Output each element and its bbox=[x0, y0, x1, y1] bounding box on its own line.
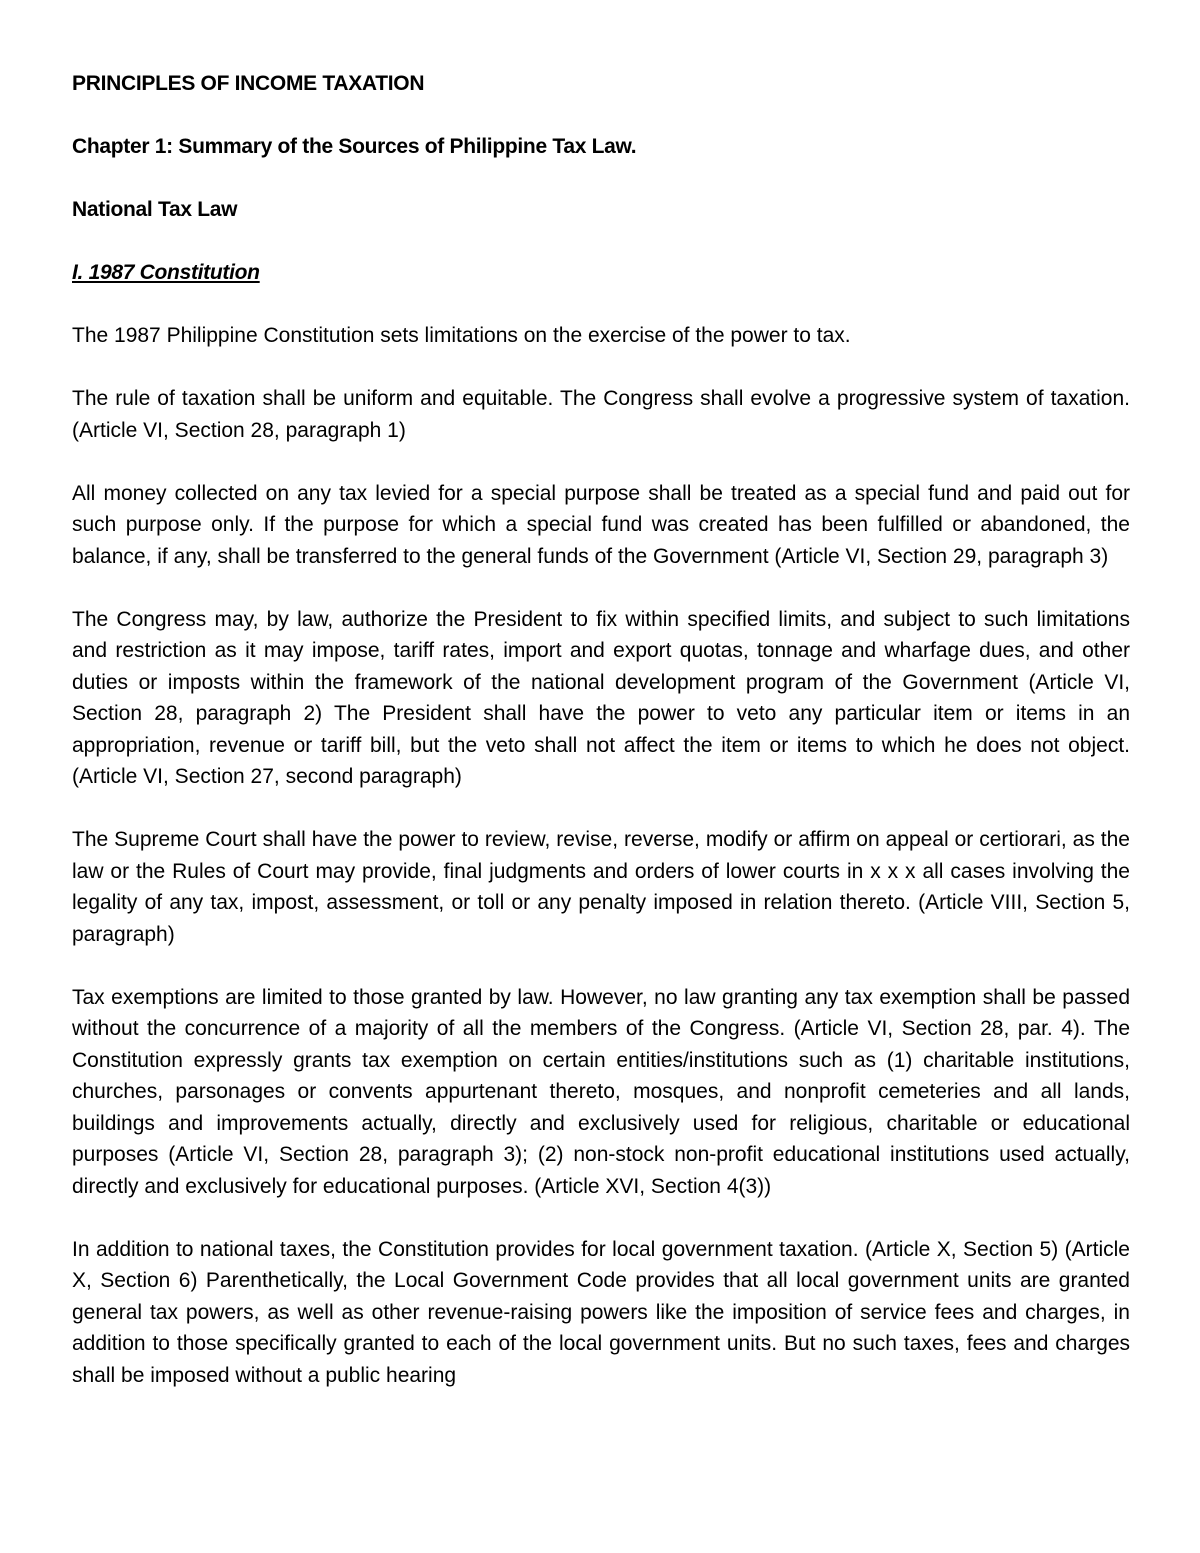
paragraph-6: Tax exemptions are limited to those granted by law. However, no law granting any tax exemption shall be passed without the concurrence of a majority of all the members of the Congress. (Article VI, Section 28, par. 4). The Constitution expressly grants tax exemption on certain entities/institutions such as (1) charitable institutions, churches, parsonages or convents appurtenant thereto, mosques, and nonprofit cemeteries and all lands, buildings and improvements actually, directly and exclusively used for religious, charitable or educational purposes (Article VI, Section 28, paragraph 3); (2) non-stock non-profit educational institutions used actually, directly and exclusively for educational purposes. (Article XVI, Section 4(3)) bbox=[72, 985, 1130, 1198]
chapter-title: Chapter 1: Summary of the Sources of Philippine Tax Law. bbox=[72, 135, 637, 158]
paragraph-3: All money collected on any tax levied for a special purpose shall be treated as a special fund and paid out for such purpose only. If the purpose for which a special fund was created has been fulfilled or abandoned, the balance, if any, shall be transferred to the general funds of the Government (Article VI, Section 29, paragraph 3) bbox=[72, 481, 1130, 568]
paragraph-7: In addition to national taxes, the Constitution provides for local government taxation. (Article X, Section 5) (Article X, Section 6) Parenthetically, the Local Government Code provides that all local government units are granted general tax powers, as well as other revenue-raising powers like the imposition of service fees and charges, in addition to those specifically granted to each of the local government units. But no such taxes, fees and charges shall be imposed without a public hearing bbox=[72, 1237, 1130, 1387]
subtitle: National Tax Law bbox=[72, 198, 238, 221]
paragraph-1: The 1987 Philippine Constitution sets limitations on the exercise of the power to tax. bbox=[72, 324, 851, 347]
paragraph-4: The Congress may, by law, authorize the President to fix within specified limits, and subject to such limitations and restriction as it may impose, tariff rates, import and export quotas, tonnage and wharfage dues, and other duties or imposts within the framework of the national development program of the Government (Article VI, Section 28, paragraph 2) The President shall have the power to veto any particular item or items in an appropriation, revenue or tariff bill, but the veto shall not affect the item or items to which he does not object. (Article VI, Section 27, second paragraph) bbox=[72, 607, 1130, 788]
paragraph-5: The Supreme Court shall have the power to review, revise, reverse, modify or affirm on appeal or certiorari, as the law or the Rules of Court may provide, final judgments and orders of lower courts in x x x all cases involving the legality of any tax, impost, assessment, or toll or any penalty imposed in relation thereto. (Article VIII, Section 5, paragraph) bbox=[72, 828, 1130, 946]
document-title: PRINCIPLES OF INCOME TAXATION bbox=[72, 72, 425, 95]
document-page bbox=[72, 68, 1130, 1423]
section-title: I. 1987 Constitution bbox=[72, 261, 260, 284]
paragraph-2: The rule of taxation shall be uniform and equitable. The Congress shall evolve a progressive system of taxation. (Article VI, Section 28, paragraph 1) bbox=[72, 387, 1130, 442]
